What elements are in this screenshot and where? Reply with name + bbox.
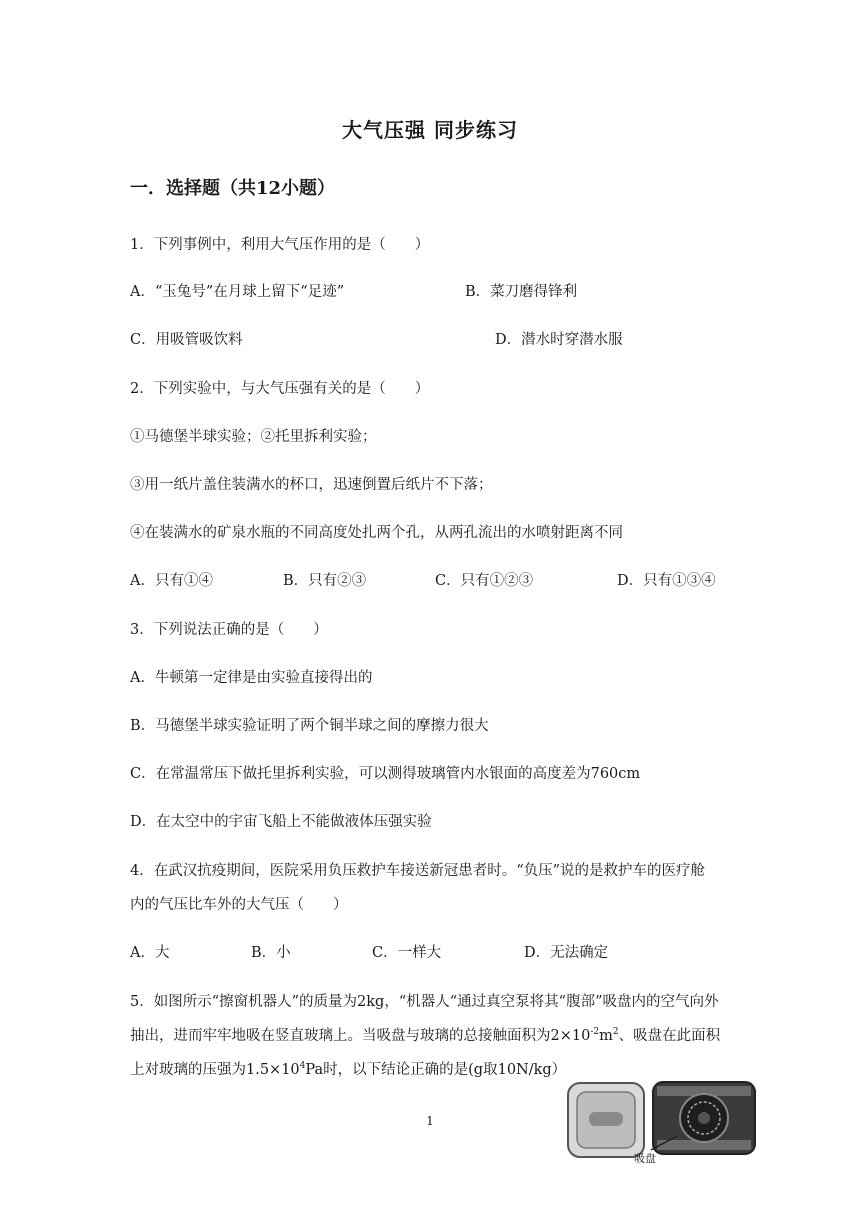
page-title: 大气压强 同步练习 [342, 118, 518, 142]
question-2-option-c: C．只有①②③ [435, 573, 534, 589]
question-2-item-2: ③用一纸片盖住装满水的杯口，迅速倒置后纸片不下落； [130, 477, 493, 493]
question-4-stem-line-2: 内的气压比车外的大气压（ ） [130, 897, 348, 913]
question-3-option-c: C．在常温常压下做托里拆利实验，可以测得玻璃管内水银面的高度差为760cm [130, 766, 641, 782]
question-4-option-d: D．无法确定 [524, 945, 609, 961]
question-1-option-a: A．“玉兔号”在月球上留下“足迹” [130, 284, 345, 300]
question-1-option-d: D．潜水时穿潜水服 [495, 332, 623, 348]
suction-cup-label: 吸盘 [634, 1152, 656, 1165]
question-3-option-d: D．在太空中的宇宙飞船上不能做液体压强实验 [130, 814, 432, 830]
question-4-option-b: B．小 [251, 945, 291, 961]
question-3-option-b: B．马德堡半球实验证明了两个铜半球之间的摩擦力很大 [130, 718, 489, 734]
question-4-stem-line-1: 4．在武汉抗疫期间，医院采用负压救护车接送新冠患者时。“负压”说的是救护车的医疗舱 [130, 863, 706, 879]
question-1-option-b: B．菜刀磨得锋利 [465, 284, 578, 300]
question-1-stem: 1．下列事例中，利用大气压作用的是（ ） [130, 237, 430, 253]
question-2-option-b: B．只有②③ [283, 573, 367, 589]
question-2-option-a: A．只有①④ [130, 573, 213, 589]
question-2-option-d: D．只有①③④ [617, 573, 716, 589]
question-3-stem: 3．下列说法正确的是（ ） [130, 622, 328, 638]
question-5-line-2: 抽出，进而牢牢地吸在竖直玻璃上。当吸盘与玻璃的总接触面积为$2\times 10^{-2}m^2$、吸盘在此面积 [130, 1027, 721, 1044]
question-2-item-1: ①马德堡半球实验；②托里拆利实验； [130, 429, 377, 445]
question-1-option-c: C．用吸管吸饮料 [130, 332, 243, 348]
question-5-line-1: 5．如图所示“擦窗机器人”的质量为2kg，“机器人“通过真空泵将其“腹部”吸盘内的空气向外 [130, 994, 719, 1010]
page-number: 1 [426, 1114, 434, 1128]
question-2-stem: 2．下列实验中，与大气压强有关的是（ ） [130, 381, 430, 397]
question-4-option-c: C．一样大 [372, 945, 442, 961]
question-5-line-3: 上对玻璃的压强为$1.5\times 10^4Pa$时，以下结论正确的是(g取10N/kg） [130, 1061, 567, 1078]
question-4-option-a: A．大 [130, 945, 170, 961]
section-heading: 一．选择题（共12小题） [130, 178, 336, 199]
question-2-item-3: ④在装满水的矿泉水瓶的不同高度处扎两个孔，从两孔流出的水喷射距离不同 [130, 525, 623, 541]
question-3-option-a: A．牛顿第一定律是由实验直接得出的 [130, 670, 373, 686]
